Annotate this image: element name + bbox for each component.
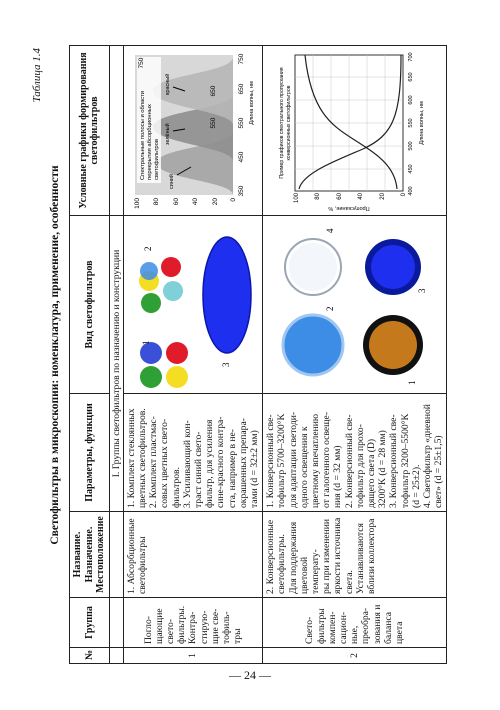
- absorption-spectra-graph: [129, 49, 257, 213]
- band-label-red: красный: [164, 73, 171, 95]
- band-label-green: зелёный: [164, 123, 171, 145]
- graph-title-line: перекрытия абсорбционных: [146, 104, 153, 180]
- row-number: 2: [263, 648, 447, 664]
- svg-text:650: 650: [237, 83, 245, 95]
- svg-text:450: 450: [407, 164, 414, 174]
- blue-plastic-filter: [140, 262, 158, 280]
- group-cell: Свето- фильтры компен- сацион- ные, преобра- зования и баланса цвета: [263, 598, 447, 648]
- conversion-filters-photo: [275, 219, 435, 391]
- table-label: Таблица 1.4: [31, 48, 43, 103]
- y-axis-ticks: [134, 198, 237, 209]
- row-number: 1: [123, 648, 262, 664]
- section-row: [109, 46, 123, 664]
- photo-label-2: 2: [142, 246, 153, 251]
- svg-text:500: 500: [407, 141, 414, 151]
- svg-text:20: 20: [211, 198, 219, 206]
- svg-text:750: 750: [137, 57, 145, 69]
- svg-text:0: 0: [229, 198, 237, 202]
- photo-label-1: 1: [406, 380, 417, 385]
- svg-text:40: 40: [357, 193, 364, 200]
- svg-text:650: 650: [209, 85, 217, 97]
- graph-title-line: светофильтров: [153, 139, 160, 180]
- name-cell: 1. Абсорбционные светофильтры: [123, 512, 262, 598]
- x-axis-label: Длина волны, нм: [248, 81, 255, 125]
- header-group: Группа: [70, 598, 110, 648]
- header-view: Вид светофильтров: [70, 216, 110, 394]
- header-graphs: Условные графики формирования светофильтров: [70, 46, 110, 216]
- cyan-plastic-filter: [163, 281, 183, 301]
- svg-text:40: 40: [191, 198, 199, 206]
- svg-text:80: 80: [314, 193, 321, 200]
- svg-text:650: 650: [407, 72, 414, 82]
- rotated-table-block: [31, 40, 465, 670]
- photo-label-2: 2: [324, 306, 335, 311]
- filters-photo-cell: [123, 216, 262, 394]
- conversion-transmission-graph: [275, 49, 435, 213]
- y-axis-label: Пропускание, %: [328, 205, 370, 211]
- svg-text:550: 550: [407, 118, 414, 128]
- svg-text:20: 20: [379, 193, 386, 200]
- params-cell: 1. Конверсионный све- тофильтр 5700–3200°K для адаптации светоди- одного освещения к цветному впечатлению от галогенного освеще- ния (d = 32 мм) 2. Конверсионный све- тофильтр для прохо- дящего света (D) 3200°K (d = 28 мм) 3. Конверсионный све- тофильтр 3200–5500°K (d = 25±2). 4. Светофильтр «дневной свет» (d = 25±1,5): [263, 394, 447, 512]
- band-label-blue: синий: [168, 173, 175, 189]
- photo-label-3: 3: [220, 362, 231, 367]
- svg-text:700: 700: [407, 52, 414, 62]
- name-cell: 2. Конверсионные светофильтры. Для поддержания цветовой температу- ры при изменении яркости источника света. Устанавливаются вблизи коллектора: [263, 512, 447, 598]
- header-name: Название. Назначение. Местоположение: [70, 512, 110, 598]
- header-row: [70, 46, 110, 664]
- filters-table: [69, 45, 447, 664]
- header-num: №: [70, 648, 110, 664]
- filters-photo-cell: [263, 216, 447, 394]
- green-filter-disc: [140, 366, 162, 388]
- blue-contrast-filter: [203, 237, 251, 353]
- table-row: [263, 46, 447, 664]
- header-params: Параметры, функции: [70, 394, 110, 512]
- graph-cell: [123, 46, 262, 216]
- page-number: — 24 —: [229, 668, 271, 682]
- photo-label-1: 1: [140, 340, 151, 345]
- svg-text:60: 60: [336, 193, 343, 200]
- graph-title-line: конверсионных светофильтров: [285, 85, 292, 161]
- svg-text:450: 450: [237, 151, 245, 163]
- svg-text:60: 60: [172, 198, 180, 206]
- svg-text:550: 550: [237, 117, 245, 129]
- yellow-filter-disc: [166, 366, 188, 388]
- svg-text:350: 350: [237, 185, 245, 197]
- table-caption: Светофильтры в микроскопии: номенклатура, применение, особенности: [49, 165, 61, 545]
- svg-text:0: 0: [400, 193, 407, 197]
- table-row: [123, 46, 262, 664]
- photo-label-4: 4: [324, 228, 335, 233]
- svg-text:550: 550: [209, 117, 217, 129]
- absorption-filters-photo: [129, 219, 257, 391]
- x-axis-label: Длина волны, нм: [418, 101, 425, 145]
- x-axis-ticks: [408, 52, 414, 195]
- red-plastic-filter: [161, 257, 181, 277]
- graph-title-line: Пример графиков спектрального пропускания: [278, 67, 285, 179]
- svg-text:100: 100: [293, 193, 300, 204]
- svg-text:400: 400: [407, 186, 414, 196]
- svg-text:80: 80: [152, 198, 160, 206]
- params-cell: 1. Комплект стеклянных цветных светофильтров. 2. Комплект пластмас- совых цветных свето- фильтров. 3. Усиливающий кон- траст синий свето- фильтр, для усиления сине-красного контра- ста, например в не- окрашенных препара- тами (d = 32±2 мм): [123, 394, 262, 512]
- orange-conversion-filter: [369, 321, 417, 369]
- graph-title-line: Спектральные полосы и области: [139, 91, 146, 180]
- x-axis-bottom-ticks: [238, 53, 245, 196]
- blue-filter-disc: [140, 342, 162, 364]
- group-cell: Погло- щающие свето- фильтры. Контра- стирую- щие све- тофиль- тры: [123, 598, 262, 648]
- green-plastic-filter: [141, 293, 161, 313]
- svg-text:100: 100: [133, 198, 141, 209]
- photo-label-3: 3: [416, 288, 427, 293]
- svg-text:600: 600: [407, 95, 414, 105]
- section-header: I. Группы светофильтров по назначению и конструкции: [109, 216, 123, 512]
- svg-text:750: 750: [237, 53, 245, 65]
- graph-cell: [263, 46, 447, 216]
- red-filter-disc: [166, 342, 188, 364]
- y-axis-ticks: [294, 192, 407, 203]
